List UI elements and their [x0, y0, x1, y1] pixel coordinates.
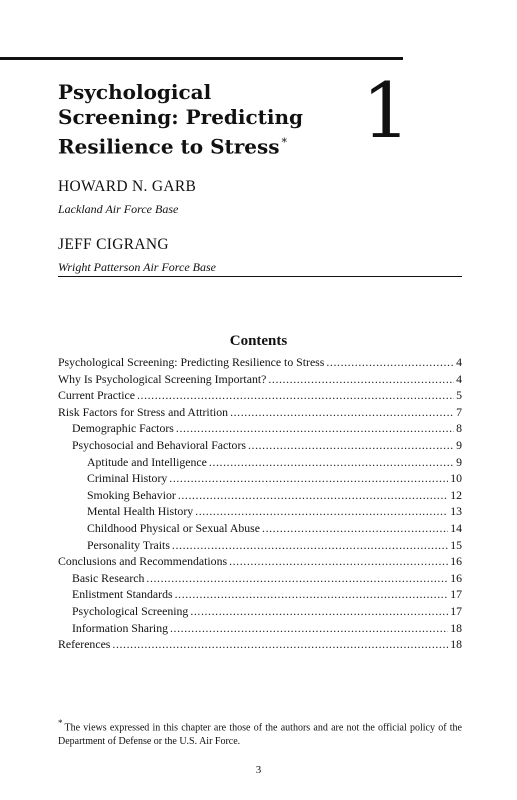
author-affiliation: Lackland Air Force Base	[58, 202, 179, 216]
toc-entry-page: 13	[450, 504, 462, 519]
toc-dot-leader	[112, 636, 448, 653]
toc-entry-title: Why Is Psychological Screening Important?	[58, 371, 267, 386]
toc-dot-leader	[262, 520, 448, 537]
toc-entry-page: 9	[456, 437, 462, 452]
chapter-title-line: Psychological	[58, 80, 212, 104]
toc-dot-leader	[195, 503, 448, 520]
chapter-title-line-text: Resilience to Stress	[58, 134, 280, 159]
toc-entry	[58, 520, 462, 537]
toc-dot-leader	[230, 404, 454, 421]
toc-entry-title: Basic Research	[72, 570, 145, 585]
toc-entry	[58, 354, 462, 371]
toc-entry-title: Current Practice	[58, 388, 135, 403]
toc-entry-page: 15	[450, 537, 462, 552]
toc-entry-page: 8	[456, 421, 462, 436]
toc-entry	[58, 437, 462, 454]
toc-dot-leader	[169, 470, 448, 487]
toc-dot-leader	[229, 553, 448, 570]
toc-entry-title: Psychological Screening	[72, 603, 189, 618]
author-affiliation: Wright Patterson Air Force Base	[58, 260, 216, 274]
footnote-marker: *	[58, 718, 63, 728]
toc-entry-page: 18	[450, 620, 462, 635]
toc-entry	[58, 503, 462, 520]
toc-entry-title: Personality Traits	[87, 537, 170, 552]
toc-entry	[58, 586, 462, 603]
toc-entry	[58, 387, 462, 404]
toc-entry-title: Criminal History	[87, 471, 168, 486]
toc-entry-title: Conclusions and Recommendations	[58, 554, 228, 569]
toc-entry-page: 16	[450, 554, 462, 569]
toc-dot-leader	[209, 454, 454, 471]
toc-entry	[58, 487, 462, 504]
toc-entry-page: 5	[456, 388, 462, 403]
toc-entry	[58, 404, 462, 421]
toc-entry-page: 9	[456, 454, 462, 469]
toc-entry-page: 14	[450, 520, 462, 535]
toc-entry-page: 4	[456, 355, 462, 369]
toc-entry	[58, 537, 462, 554]
toc-dot-leader	[178, 487, 448, 504]
toc-entry-page: 12	[450, 487, 462, 502]
chapter-title-line	[58, 130, 358, 160]
chapter-title-line: Screening: Predicting	[58, 105, 304, 129]
toc-dot-leader	[326, 354, 454, 371]
toc-entry-page: 17	[450, 587, 462, 602]
toc-entry	[58, 636, 462, 653]
toc-entry-title: Demographic Factors	[72, 421, 174, 436]
toc-dot-leader	[176, 420, 454, 437]
toc-entry-title: Mental Health History	[87, 504, 194, 519]
toc-dot-leader	[170, 620, 448, 637]
toc-entry-page: 18	[450, 637, 462, 652]
toc-entry-title: Psychological Screening: Predicting Resilience to Stress	[58, 355, 325, 369]
author-rule	[58, 276, 462, 277]
toc-entry	[58, 553, 462, 570]
toc-entry-title: Childhood Physical or Sexual Abuse	[87, 520, 261, 535]
toc-entry-title: Psychosocial and Behavioral Factors	[72, 437, 246, 452]
toc-entry-page: 4	[456, 371, 462, 386]
toc-entry	[58, 454, 462, 471]
toc-entry-title: Risk Factors for Stress and Attrition	[58, 404, 229, 419]
toc-dot-leader	[146, 570, 448, 587]
footnote-marker: *	[281, 136, 288, 149]
toc-entry-title: Aptitude and Intelligence	[87, 454, 207, 469]
toc-entry-title: Information Sharing	[72, 620, 168, 635]
toc-dot-leader	[137, 387, 454, 404]
contents-heading: Contents	[229, 333, 288, 349]
author-name: JEFF CIGRANG	[58, 236, 169, 253]
chapter-number: 1	[362, 66, 411, 155]
toc-dot-leader	[268, 371, 454, 388]
toc-entry	[58, 371, 462, 388]
toc-entry-title: References	[58, 637, 111, 652]
toc-entry-page: 16	[450, 570, 462, 585]
toc-entry-title: Smoking Behavior	[87, 487, 176, 502]
toc-entry	[58, 620, 462, 637]
toc-dot-leader	[190, 603, 448, 620]
page-number: 3	[255, 764, 262, 776]
toc-entry-title: Enlistment Standards	[72, 587, 173, 602]
toc-dot-leader	[175, 586, 449, 603]
toc-entry	[58, 470, 462, 487]
footnote	[58, 716, 462, 749]
toc-entry	[58, 570, 462, 587]
footnote-text: The views expressed in this chapter are those of the authors and are not the official policy of the Department of Defense or the U.S. Air Force.	[58, 722, 462, 748]
top-rule	[0, 57, 403, 60]
toc-entry	[58, 603, 462, 620]
toc-dot-leader	[172, 537, 448, 554]
toc-entry-page: 10	[450, 471, 462, 486]
toc-entry-page: 17	[450, 603, 462, 618]
chapter-title	[58, 80, 358, 160]
toc-entry-page: 7	[456, 404, 462, 419]
author-name: HOWARD N. GARB	[58, 178, 197, 195]
toc-entry	[58, 420, 462, 437]
table-of-contents	[58, 354, 462, 653]
toc-dot-leader	[248, 437, 454, 454]
